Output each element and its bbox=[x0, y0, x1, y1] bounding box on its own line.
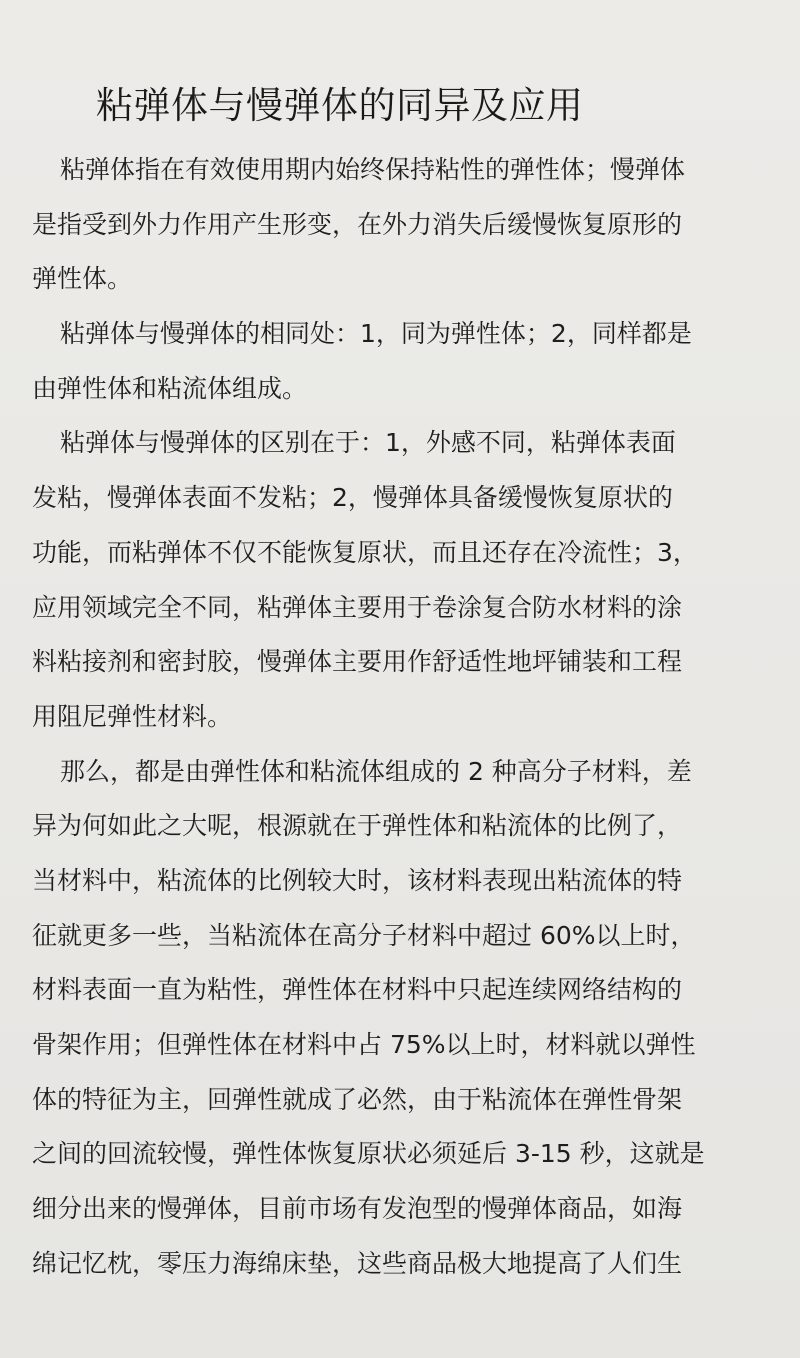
paragraph-line: 之间的回流较慢，弹性体恢复原状必须延后 3-15 秒，这就是 bbox=[32, 1139, 705, 1169]
paragraph-line: 弹性体。 bbox=[32, 264, 133, 294]
paragraph-line: 当材料中，粘流体的比例较大时，该材料表现出粘流体的特 bbox=[32, 865, 683, 895]
paragraph-definitions bbox=[32, 154, 800, 294]
paragraph-line: 材料表面一直为粘性，弹性体在材料中只起连续网络结构的 bbox=[32, 975, 683, 1005]
paragraph-explanation bbox=[32, 756, 800, 1279]
paragraph-line: 应用领域完全不同，粘弹体主要用于卷涂复合防水材料的涂 bbox=[32, 592, 683, 622]
paragraph-line: 发粘，慢弹体表面不发粘；2，慢弹体具备缓慢恢复原状的 bbox=[32, 483, 673, 513]
paragraph-line: 异为何如此之大呢，根源就在于弹性体和粘流体的比例了， bbox=[32, 811, 683, 841]
paragraph-line: 征就更多一些，当粘流体在高分子材料中超过 60%以上时， bbox=[32, 920, 696, 950]
paragraph-line: 用阻尼弹性材料。 bbox=[32, 701, 233, 731]
paragraph-differences bbox=[32, 427, 800, 731]
paragraph-line: 粘弹体指在有效使用期内始终保持粘性的弹性体；慢弹体 bbox=[60, 155, 686, 184]
paragraph-line: 那么，都是由弹性体和粘流体组成的 2 种高分子材料，差 bbox=[60, 756, 692, 786]
paragraph-line: 细分出来的慢弹体，目前市场有发泡型的慢弹体商品，如海 bbox=[32, 1194, 683, 1224]
paragraph-line: 粘弹体与慢弹体的区别在于：1，外感不同，粘弹体表面 bbox=[60, 428, 676, 458]
paragraph-line: 功能，而粘弹体不仅不能恢复原状，而且还存在冷流性；3， bbox=[32, 537, 698, 567]
paragraph-line: 绵记忆枕，零压力海绵床垫，这些商品极大地提高了人们生 bbox=[32, 1248, 683, 1278]
paragraph-line: 由弹性体和粘流体组成。 bbox=[32, 373, 308, 403]
paragraph-line: 是指受到外力作用产生形变，在外力消失后缓慢恢复原形的 bbox=[32, 209, 683, 239]
paragraph-line: 体的特征为主，回弹性就成了必然，由于粘流体在弹性骨架 bbox=[32, 1084, 683, 1114]
paragraph-line: 粘弹体与慢弹体的相同处：1，同为弹性体；2，同样都是 bbox=[60, 319, 692, 349]
paragraph-line: 骨架作用；但弹性体在材料中占 75%以上时，材料就以弹性 bbox=[32, 1030, 696, 1059]
paragraph-similarities bbox=[32, 318, 800, 404]
document-title: 粘弹体与慢弹体的同异及应用 bbox=[96, 84, 584, 127]
paragraph-line: 料粘接剂和密封胶，慢弹体主要用作舒适性地坪铺装和工程 bbox=[32, 647, 683, 677]
